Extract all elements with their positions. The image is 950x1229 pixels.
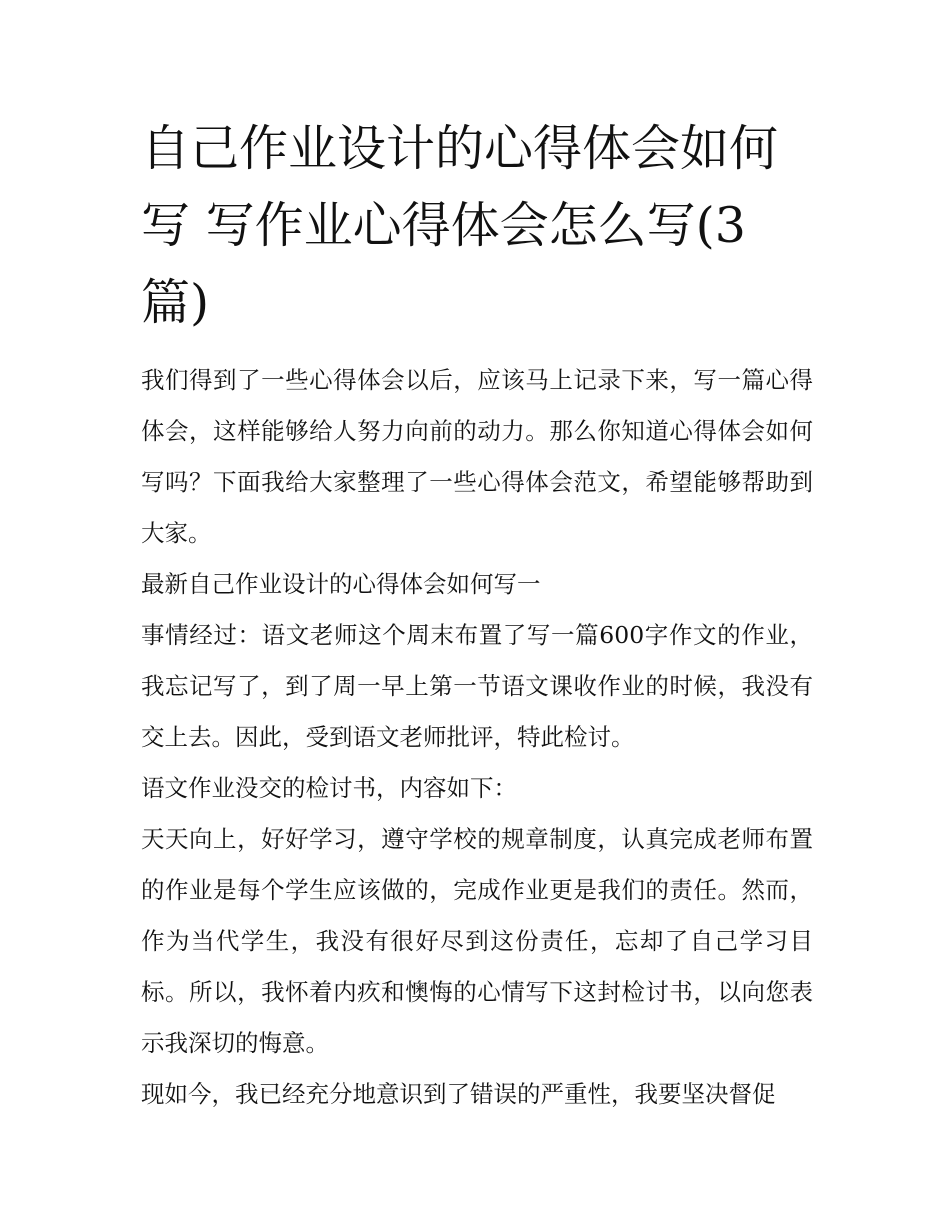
body-paragraph: 事情经过：语文老师这个周末布置了写一篇600字作文的作业，我忘记写了，到了周一早上第一节语文课收作业的时候，我没有交上去。因此，受到语文老师批评，特此检讨。 [141, 621, 813, 751]
document-page [141, 110, 813, 1120]
body-paragraph: 现如今，我已经充分地意识到了错误的严重性，我要坚决督促 [141, 1080, 776, 1108]
body-paragraph: 语文作业没交的检讨书，内容如下： [141, 774, 517, 802]
document-title: 自己作业设计的心得体会如何写 写作业心得体会怎么写(3篇) [141, 120, 779, 331]
intro-paragraph: 我们得到了一些心得体会以后，应该马上记录下来，写一篇心得体会，这样能够给人努力向前的动力。那么你知道心得体会如何写吗？下面我给大家整理了一些心得体会范文，希望能够帮助到大家。 [141, 366, 813, 547]
body-paragraph: 天天向上，好好学习，遵守学校的规章制度，认真完成老师布置的作业是每个学生应该做的，完成作业更是我们的责任。然而，作为当代学生，我没有很好尽到这份责任，忘却了自己学习目标。所以，我怀着内疚和懊悔的心情写下这封检讨书，以向您表示我深切的悔意。 [141, 825, 813, 1057]
section-heading: 最新自己作业设计的心得体会如何写一 [141, 570, 541, 598]
